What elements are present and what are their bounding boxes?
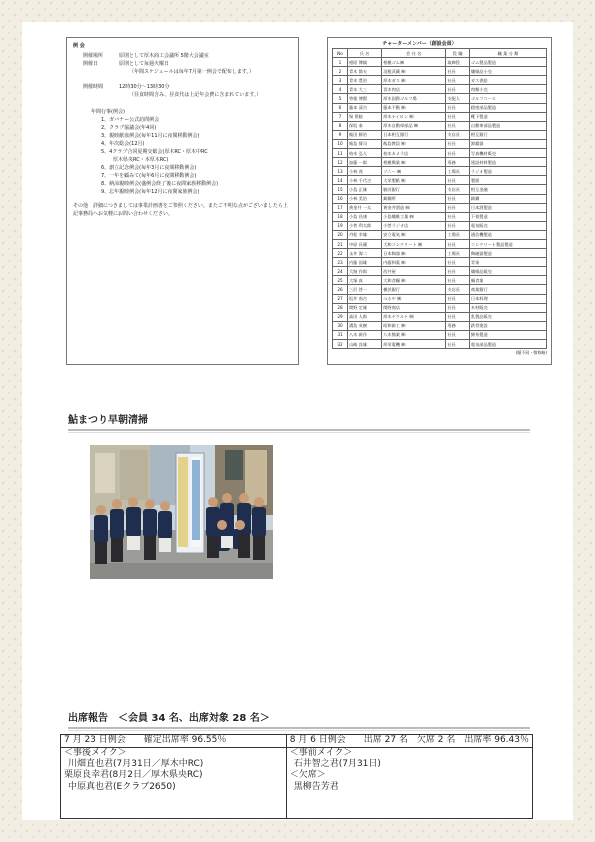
member-position: 社長 <box>446 239 470 248</box>
member-name: 大堀 作郎 <box>347 267 381 276</box>
member-position: 工場長 <box>446 230 470 239</box>
table-row <box>333 294 547 303</box>
member-position: 支店長 <box>446 185 470 194</box>
member-company: 厚木国際ゴルフ場 <box>382 94 446 103</box>
cleanup-group-photo <box>90 445 273 579</box>
table-row <box>333 121 547 130</box>
table-row <box>333 158 547 167</box>
col-header-company: 会 社 名 <box>382 49 446 58</box>
member-company: 関野商店 <box>382 303 446 312</box>
member-company: 大和食糧 ㈱ <box>382 276 446 285</box>
member-name: 加藤 一郎 <box>347 158 381 167</box>
member-name: 溝島 英樹 <box>347 321 381 330</box>
meeting-info-title: 例 会 <box>73 43 85 49</box>
makeup-name: 栗原良幸君(8月2日／厚木県央RC) <box>64 770 203 781</box>
table-row <box>333 112 547 121</box>
member-company: 厚木ガス ㈱ <box>382 76 446 85</box>
charter-members-table <box>332 48 547 349</box>
table-row <box>333 67 547 76</box>
member-name: 関野 定雄 <box>347 303 381 312</box>
member-position: 社長 <box>446 76 470 85</box>
member-position: 社長 <box>446 149 470 158</box>
member-company: 厚栄電機 ㈱ <box>382 340 446 349</box>
table-row <box>333 130 547 139</box>
member-position: 社長 <box>446 312 470 321</box>
member-name: 藤本 清吉 <box>347 103 381 112</box>
table-row <box>333 330 547 339</box>
member-no: 31 <box>333 330 348 339</box>
annual-events-list <box>73 116 292 196</box>
member-company: 鋳鋼所 <box>382 194 446 203</box>
member-name: 永井 海二 <box>347 249 381 258</box>
member-position: 専務 <box>446 321 470 330</box>
member-position: 社長 <box>446 67 470 76</box>
member-position: 工場長 <box>446 167 470 176</box>
table-row <box>333 303 547 312</box>
member-company: 黄金井酒造 ㈱ <box>382 203 446 212</box>
member-classification: 木材販売 <box>469 303 546 312</box>
table-row <box>333 103 547 112</box>
member-no: 24 <box>333 267 348 276</box>
member-position: 工場長 <box>446 249 470 258</box>
member-classification: 乳製品販売 <box>469 312 546 321</box>
member-position: 社長 <box>446 121 470 130</box>
attendance-right-column <box>286 735 532 818</box>
member-classification: 肉類小売 <box>469 85 546 94</box>
event-item: 4、年次総会(12月) <box>101 141 145 147</box>
attendance-table <box>60 734 533 819</box>
member-name: 飯田 勝治 <box>347 130 381 139</box>
member-name: 青木 節夫 <box>347 67 381 76</box>
date-note: （年間スケジュールは毎年7月第一例会で配布します。） <box>129 69 254 75</box>
member-company: 厚木自動車部品 ㈱ <box>382 121 446 130</box>
member-position: 社長 <box>446 176 470 185</box>
member-company: 柏木カメラ店 <box>382 149 446 158</box>
member-classification: 麺食業 <box>469 276 546 285</box>
makeup-name: 石井智之君(7月31日) <box>293 759 381 770</box>
member-name: 八木 新作 <box>347 330 381 339</box>
member-company: 横浜銀行 <box>382 285 446 294</box>
member-position: 社長 <box>446 276 470 285</box>
member-no: 8 <box>333 121 348 130</box>
member-no: 22 <box>333 249 348 258</box>
member-no: 29 <box>333 312 348 321</box>
table-row <box>333 258 547 267</box>
member-position: 社長 <box>446 112 470 121</box>
member-classification: 卸籍器 <box>469 139 546 148</box>
event-item: 8、納涼親睦例会(盛例会終了後に夜間家族移動例会) <box>101 181 219 187</box>
member-company: 安立電気 ㈱ <box>382 230 446 239</box>
member-position: 社長 <box>446 212 470 221</box>
member-classification: ゴム製品製造 <box>469 58 546 67</box>
table-row <box>333 312 547 321</box>
member-classification: 電気販売 <box>469 221 546 230</box>
time-note: （昼食時間含み、昼食代は上記年会費に含まれています。） <box>129 92 262 98</box>
member-name: 小林 千代吉 <box>347 176 381 185</box>
member-name: 高田 人郎 <box>347 312 381 321</box>
event-item: 3、親睦献血例会(毎年11月に夜間移動例会) <box>101 133 200 139</box>
table-row <box>333 267 547 276</box>
member-position: 社長 <box>446 221 470 230</box>
member-no: 4 <box>333 85 348 94</box>
member-name: 三沢 啓一 <box>347 285 381 294</box>
member-no: 12 <box>333 158 348 167</box>
member-company: 相模ゴム㈱ <box>382 58 446 67</box>
member-position: 取締役 <box>446 58 470 67</box>
date-value: 原則として毎週火曜日 <box>119 61 170 67</box>
place-value: 原則として厚木商工会議所 5階大会議室 <box>119 53 209 59</box>
member-position: 支店長 <box>446 130 470 139</box>
table-row <box>333 58 547 67</box>
member-no: 25 <box>333 276 348 285</box>
member-position: 社長 <box>446 103 470 112</box>
member-company: 八木綿業 ㈱ <box>382 330 446 339</box>
member-name: 中原 長蔵 <box>347 239 381 248</box>
member-no: 6 <box>333 103 348 112</box>
time-value: 12時30分～13時30分 <box>119 84 170 90</box>
table-header-row <box>333 49 547 58</box>
member-no: 30 <box>333 321 348 330</box>
member-company: 西井屋 <box>382 267 446 276</box>
member-company: つるや ㈱ <box>382 294 446 303</box>
member-name: 飯島 賛司 <box>347 139 381 148</box>
member-company: 青木肉店 <box>382 85 446 94</box>
member-no: 17 <box>333 203 348 212</box>
ayu-cleanup-heading: 鮎まつり早朝清掃 <box>68 415 530 431</box>
member-classification: 日本酒製造 <box>469 203 546 212</box>
event-item: 1、ガバナー公式訪問例会 <box>101 117 160 123</box>
member-company: 厚木ナイロン ㈱ <box>382 112 446 121</box>
member-classification: 鉄骨建設 <box>469 321 546 330</box>
member-classification: 繊維品小売 <box>469 67 546 76</box>
member-position: 社長 <box>446 330 470 339</box>
member-no: 1 <box>333 58 348 67</box>
place-label: 開催場所 <box>83 53 104 59</box>
member-no: 27 <box>333 294 348 303</box>
member-classification: 電気部品製造 <box>469 340 546 349</box>
member-name: 堀 篤勧 <box>347 112 381 121</box>
member-position: 支店長 <box>446 285 470 294</box>
member-no: 14 <box>333 176 348 185</box>
time-row <box>73 83 292 91</box>
member-no: 16 <box>333 194 348 203</box>
member-position: 専務 <box>446 158 470 167</box>
member-no: 28 <box>333 303 348 312</box>
member-position: 社長 <box>446 203 470 212</box>
absent-name: 黒柳告芳君 <box>293 781 339 792</box>
member-company: 小菅ラジオ店 <box>382 221 446 230</box>
member-position: 社長 <box>446 139 470 148</box>
member-name: 小島 昌康 <box>347 212 381 221</box>
member-name: 坂井 南吉 <box>347 294 381 303</box>
table-row <box>333 85 547 94</box>
event-item: 5、4クラブ合同夏期交歓会(厚木RC・厚木中RC <box>101 149 208 155</box>
member-company: ソニー ㈱ <box>382 167 446 176</box>
member-name: 曽根 博賢 <box>347 94 381 103</box>
member-classification: 通信機製造 <box>469 230 546 239</box>
member-classification: コンクリート製品製造 <box>469 239 546 248</box>
absent-label: ＜欠席＞ <box>289 770 326 781</box>
member-position: 社長 <box>446 194 470 203</box>
member-no: 23 <box>333 258 348 267</box>
table-row <box>333 239 547 248</box>
col-header-name: 氏 名 <box>347 49 381 58</box>
member-position: 社長 <box>446 303 470 312</box>
member-name: 小菅 利太郎 <box>347 221 381 230</box>
member-classification: 陶磁器製造 <box>469 249 546 258</box>
table-row <box>333 340 547 349</box>
member-company: 飯島教員 ㈱ <box>382 139 446 148</box>
table-row <box>333 230 547 239</box>
event-item: 7、一年を顧みて(毎年6月に夜間移動例会) <box>101 173 197 179</box>
table-row <box>333 321 547 330</box>
right-column-header: 8 月 6 日例会 出席 27 名 欠席 2 名 出席率 96.43％ <box>287 735 532 748</box>
event-item: 6、創立記念例会(毎年3月に夜間移動例会) <box>101 165 197 171</box>
member-classification: 建設材料製造 <box>469 158 546 167</box>
member-company: 藤本不動 ㈱ <box>382 103 446 112</box>
member-no: 2 <box>333 67 348 76</box>
table-row <box>333 94 547 103</box>
table-row <box>333 185 547 194</box>
member-company: 昭和新工 ㈱ <box>382 321 446 330</box>
member-name: 内藤 国雄 <box>347 258 381 267</box>
member-no: 11 <box>333 149 348 158</box>
member-classification: 靴下製造 <box>469 112 546 121</box>
charter-members-title: チャーターメンバー（創設会員） <box>382 41 457 47</box>
member-company: 厚木ヤクルト ㈱ <box>382 312 446 321</box>
member-position: 社長 <box>446 294 470 303</box>
member-company: 駿河銀行 <box>382 185 446 194</box>
table-row <box>333 285 547 294</box>
member-name: 柏木 弘人 <box>347 149 381 158</box>
member-company: 小島繊維工業 ㈱ <box>382 212 446 221</box>
member-no: 10 <box>333 139 348 148</box>
member-no: 21 <box>333 239 348 248</box>
table-row <box>333 76 547 85</box>
member-no: 19 <box>333 221 348 230</box>
member-classification: 青果 <box>469 258 546 267</box>
member-name: 保坂 泰 <box>347 121 381 130</box>
member-classification: 相互金融 <box>469 185 546 194</box>
member-name: 相原 博親 <box>347 58 381 67</box>
event-item: 9、忘年親睦例会(毎年12月に夜間家族例会) <box>101 189 200 195</box>
table-row <box>333 221 547 230</box>
member-company: 内藤和菓 ㈱ <box>382 258 446 267</box>
closing-note: その他 詳細につきましては事業計画書をご参照ください。またご不明な点がございましたら上記事務局へお気軽にお問い合わせください。 <box>73 203 288 217</box>
member-no: 20 <box>333 230 348 239</box>
meeting-info-box <box>66 37 299 365</box>
makeup-name: 中原真也君(Eクラブ2650) <box>68 781 176 792</box>
event-item: 2、クラブ協議会(年4回) <box>101 125 157 131</box>
member-company: 大栄製紙 ㈱ <box>382 176 446 185</box>
member-name: 山崎 良雄 <box>347 340 381 349</box>
member-classification: ゴルフコース <box>469 94 546 103</box>
member-position: 社長 <box>446 258 470 267</box>
table-row <box>333 139 547 148</box>
member-classification: 相互銀行 <box>469 130 546 139</box>
member-name: 大塚 真 <box>347 276 381 285</box>
charter-members-box <box>327 37 552 365</box>
date-label: 開催日 <box>83 61 99 67</box>
member-no: 9 <box>333 130 348 139</box>
member-company: 日本相互銀行 <box>382 130 446 139</box>
member-company: 大和コンクリート ㈱ <box>382 239 446 248</box>
member-name: 青木 豊治 <box>347 76 381 85</box>
annual-events-title: 年間行事(例会) <box>91 109 125 115</box>
member-classification: ラジオ製造 <box>469 167 546 176</box>
member-company: 日本陶器 ㈱ <box>382 249 446 258</box>
member-name: 黄金井 一太 <box>347 203 381 212</box>
member-position: 支配人 <box>446 94 470 103</box>
member-name: 青木 大三 <box>347 85 381 94</box>
member-no: 5 <box>333 94 348 103</box>
makeup-name: 川畑直也君(7月31日／厚木中RC) <box>68 759 204 770</box>
member-name: 小島 正雄 <box>347 185 381 194</box>
member-company: 相模興業 ㈱ <box>382 158 446 167</box>
table-row <box>333 249 547 258</box>
member-name: 小林 茂 <box>347 167 381 176</box>
member-no: 32 <box>333 340 348 349</box>
member-name: 小林 美治 <box>347 194 381 203</box>
member-no: 13 <box>333 167 348 176</box>
member-position: 社長 <box>446 340 470 349</box>
makeup-after-label: ＜事後メイク＞ <box>64 748 127 758</box>
member-classification: 写真機材販売 <box>469 149 546 158</box>
left-column-header: 7 月 23 日例会 確定出席率 96.55％ <box>61 735 286 748</box>
member-classification: 日本料理 <box>469 294 546 303</box>
col-header-classification: 職 業 分 類 <box>469 49 546 58</box>
member-classification: 綿糸製造 <box>469 330 546 339</box>
table-row <box>333 194 547 203</box>
col-header-no: No <box>333 49 348 58</box>
member-classification: 下着製造 <box>469 212 546 221</box>
makeup-before-label: ＜事前メイク＞ <box>289 748 353 758</box>
member-no: 7 <box>333 112 348 121</box>
table-row <box>333 167 547 176</box>
date-row <box>73 60 292 68</box>
attendance-heading: 出席報告 ＜会員 34 名、出席対象 28 名＞ <box>68 713 530 729</box>
member-classification: 自動車部品製造 <box>469 121 546 130</box>
member-no: 3 <box>333 76 348 85</box>
member-classification: 繊維品販売 <box>469 267 546 276</box>
table-row <box>333 176 547 185</box>
time-label: 開催時間 <box>83 84 104 90</box>
member-position: 社長 <box>446 267 470 276</box>
member-classification: 精密部品製造 <box>469 103 546 112</box>
place-row <box>73 52 292 60</box>
member-classification: ガス供給 <box>469 76 546 85</box>
member-classification: 商業銀行 <box>469 285 546 294</box>
member-classification: 鋳鋼 <box>469 194 546 203</box>
member-no: 18 <box>333 212 348 221</box>
attendance-left-column <box>61 735 286 818</box>
member-company: 羽根武蔵 ㈱ <box>382 67 446 76</box>
member-name: 丹松 幸雄 <box>347 230 381 239</box>
table-row <box>333 276 547 285</box>
event-item: 厚木県央RC・本厚木RC) <box>113 157 169 163</box>
member-classification: 製紙 <box>469 176 546 185</box>
member-no: 15 <box>333 185 348 194</box>
table-row <box>333 203 547 212</box>
member-no: 26 <box>333 285 348 294</box>
members-footnote: (順不同・敬称略) <box>515 350 547 356</box>
table-row <box>333 212 547 221</box>
table-row <box>333 149 547 158</box>
member-position: 社長 <box>446 85 470 94</box>
col-header-position: 役 職 <box>446 49 470 58</box>
